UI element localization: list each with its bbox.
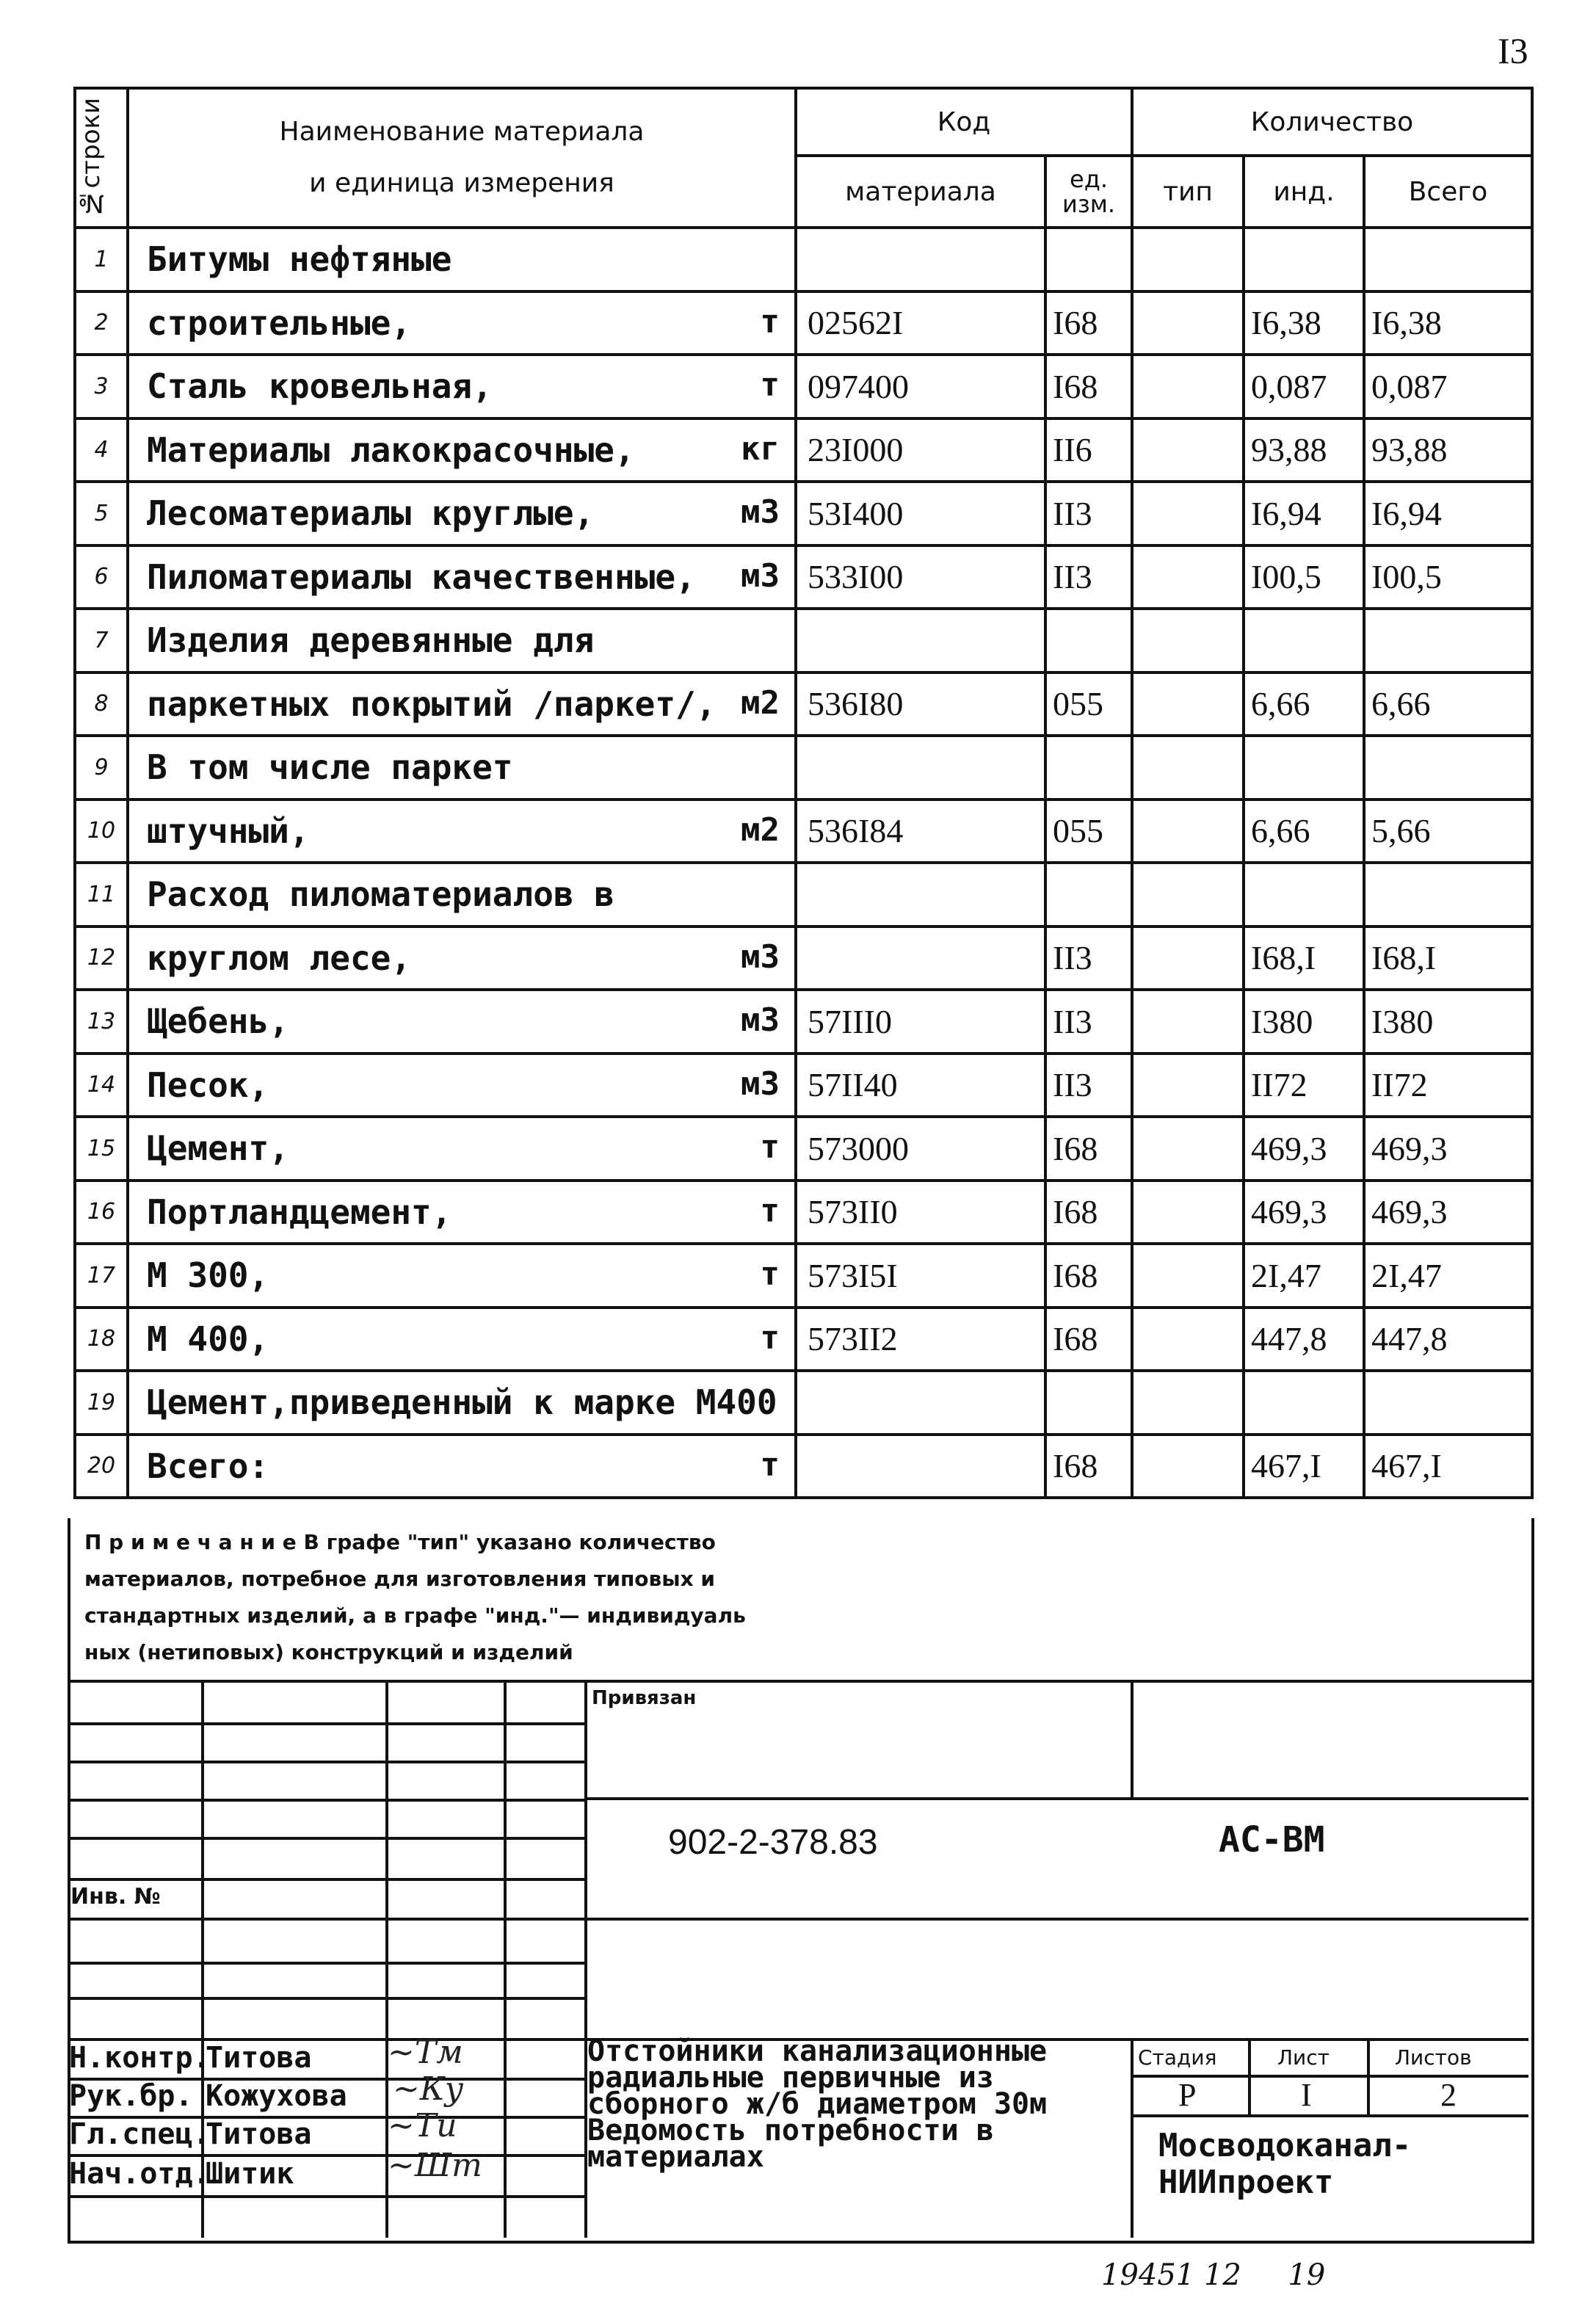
material-name: Битумы нефтяные <box>128 228 796 291</box>
table-row <box>75 545 1532 609</box>
unit-code: II3 <box>1045 927 1132 990</box>
qty-type <box>1132 418 1244 482</box>
qty-total: II72 <box>1364 1054 1532 1117</box>
material-code: 536I80 <box>796 672 1045 736</box>
material-code: 097400 <box>796 355 1045 418</box>
qty-total: 447,8 <box>1364 1308 1532 1371</box>
unit-code: I68 <box>1045 291 1132 355</box>
unit-code: II6 <box>1045 418 1132 482</box>
material-name: Сталь кровельная, т <box>128 355 796 418</box>
note <box>84 1524 965 1671</box>
material-name: Материалы лакокрасочные, кг <box>128 418 796 482</box>
material-name: строительные, т <box>128 291 796 355</box>
unit-code <box>1045 1371 1132 1435</box>
qty-total <box>1364 228 1532 291</box>
code-unit-header: ед. изм. <box>1045 156 1132 228</box>
unit-code: I68 <box>1045 355 1132 418</box>
role-label: Н.контр. <box>69 2041 211 2075</box>
qty-ind <box>1244 228 1364 291</box>
qty-ind: I6,94 <box>1244 482 1364 545</box>
material-name: штучный, м2 <box>128 800 796 863</box>
qty-type <box>1132 863 1244 927</box>
unit-code: I68 <box>1045 1435 1132 1498</box>
table-row <box>75 418 1532 482</box>
sheet-value: I <box>1301 2077 1312 2113</box>
material-code <box>796 228 1045 291</box>
qty-total <box>1364 1371 1532 1435</box>
qty-type <box>1132 800 1244 863</box>
qty-total: 93,88 <box>1364 418 1532 482</box>
row-number: 13 <box>75 990 128 1054</box>
document-code: 902-2-378.83 <box>668 1823 878 1862</box>
qty-ind: 93,88 <box>1244 418 1364 482</box>
qty-total: 469,3 <box>1364 1117 1532 1181</box>
material-unit: т <box>760 1319 780 1357</box>
row-number-header: №строки <box>75 88 128 228</box>
signature-2: ~Ку <box>393 2070 464 2108</box>
material-code: 23I000 <box>796 418 1045 482</box>
table-row <box>75 1117 1532 1181</box>
note-line: материалов, потребное для изготовления типовых и <box>84 1567 715 1591</box>
material-code: 536I84 <box>796 800 1045 863</box>
material-name: Пиломатериалы качественные, м3 <box>128 545 796 609</box>
unit-code <box>1045 736 1132 800</box>
material-unit: кг <box>741 429 780 468</box>
row-number: 18 <box>75 1308 128 1371</box>
table-row <box>75 355 1532 418</box>
unit-code: 055 <box>1045 672 1132 736</box>
material-unit: т <box>760 1255 780 1293</box>
table-row <box>75 482 1532 545</box>
material-code: 573I5I <box>796 1244 1045 1308</box>
qty-type <box>1132 1435 1244 1498</box>
material-code: 533I00 <box>796 545 1045 609</box>
material-code <box>796 927 1045 990</box>
material-code <box>796 1371 1045 1435</box>
document-mark: АС-ВМ <box>1219 1819 1325 1860</box>
materials-table <box>73 87 1534 1499</box>
qty-ind <box>1244 1371 1364 1435</box>
material-code <box>796 1435 1045 1498</box>
table-row <box>75 1308 1532 1371</box>
table-row <box>75 800 1532 863</box>
row-number: 2 <box>75 291 128 355</box>
row-number: 5 <box>75 482 128 545</box>
table-row <box>75 736 1532 800</box>
qty-type <box>1132 990 1244 1054</box>
unit-code: II3 <box>1045 482 1132 545</box>
note-line: ных (нетиповых) конструкций и изделий <box>84 1640 573 1664</box>
qty-ind: 6,66 <box>1244 800 1364 863</box>
table-row <box>75 863 1532 927</box>
material-unit: т <box>760 366 780 404</box>
quantity-header: Количество <box>1132 88 1532 156</box>
role-name: Шитик <box>206 2157 294 2191</box>
qty-type <box>1132 482 1244 545</box>
qty-total <box>1364 609 1532 672</box>
material-name: Изделия деревянные для <box>128 609 796 672</box>
organization: Мосводоканал- НИИпроект <box>1158 2127 1412 2201</box>
qty-total: I6,94 <box>1364 482 1532 545</box>
qty-type <box>1132 1054 1244 1117</box>
qty-type <box>1132 228 1244 291</box>
material-name: паркетных покрытий /паркет/, м2 <box>128 672 796 736</box>
row-number: 3 <box>75 355 128 418</box>
material-code: 02562I <box>796 291 1045 355</box>
qty-total: 6,66 <box>1364 672 1532 736</box>
signature-4: ~Шт <box>388 2147 482 2184</box>
row-number: 19 <box>75 1371 128 1435</box>
qty-total: I6,38 <box>1364 291 1532 355</box>
material-code <box>796 863 1045 927</box>
qty-ind: I380 <box>1244 990 1364 1054</box>
qty-type-header: тип <box>1132 156 1244 228</box>
material-unit: м3 <box>741 493 780 531</box>
material-code: 573II2 <box>796 1308 1045 1371</box>
qty-ind: 447,8 <box>1244 1308 1364 1371</box>
material-unit: м3 <box>741 556 780 595</box>
row-number: 9 <box>75 736 128 800</box>
sheets-label: Листов <box>1395 2045 1472 2070</box>
material-unit: т <box>760 1446 780 1484</box>
material-code: 57II40 <box>796 1054 1045 1117</box>
material-unit: м2 <box>741 811 780 849</box>
qty-type <box>1132 355 1244 418</box>
material-unit: м3 <box>741 1001 780 1039</box>
material-code: 573II0 <box>796 1181 1045 1244</box>
table-row <box>75 228 1532 291</box>
material-code: 573000 <box>796 1117 1045 1181</box>
page-number: I3 <box>1498 30 1528 71</box>
unit-code: I68 <box>1045 1244 1132 1308</box>
qty-type <box>1132 1308 1244 1371</box>
material-code: 57III0 <box>796 990 1045 1054</box>
qty-type <box>1132 927 1244 990</box>
note-line: стандартных изделий, а в графе "инд."— индивидуаль <box>84 1603 746 1628</box>
unit-code: 055 <box>1045 800 1132 863</box>
qty-ind: 6,66 <box>1244 672 1364 736</box>
qty-type <box>1132 672 1244 736</box>
table-body <box>75 228 1532 1498</box>
table-row <box>75 1435 1532 1498</box>
material-name: М 300, т <box>128 1244 796 1308</box>
material-code: 53I400 <box>796 482 1045 545</box>
table-row <box>75 1054 1532 1117</box>
row-number: 16 <box>75 1181 128 1244</box>
material-unit: м2 <box>741 684 780 722</box>
qty-total: 467,I <box>1364 1435 1532 1498</box>
signature-1: ~Тм <box>388 2034 463 2071</box>
material-unit: т <box>760 1128 780 1166</box>
material-unit: м3 <box>741 938 780 976</box>
document-title: Отстойники канализационные радиальные первичные из сборного ж/б диаметром 30м Ведомость потребности в материалах <box>587 2034 1048 2174</box>
material-name: Портландцемент, т <box>128 1181 796 1244</box>
row-number: 1 <box>75 228 128 291</box>
row-number: 11 <box>75 863 128 927</box>
table-row <box>75 927 1532 990</box>
privyazan-label: Привязан <box>592 1687 697 1709</box>
qty-total: I380 <box>1364 990 1532 1054</box>
unit-code: II3 <box>1045 990 1132 1054</box>
qty-total <box>1364 736 1532 800</box>
row-number: 15 <box>75 1117 128 1181</box>
table-row <box>75 291 1532 355</box>
row-number: 10 <box>75 800 128 863</box>
row-number: 14 <box>75 1054 128 1117</box>
material-name: М 400, т <box>128 1308 796 1371</box>
table-row <box>75 609 1532 672</box>
code-header: Код <box>796 88 1132 156</box>
qty-ind: 467,I <box>1244 1435 1364 1498</box>
material-unit: т <box>760 302 780 341</box>
inv-number-label: Инв. № <box>70 1884 161 1910</box>
qty-total: 469,3 <box>1364 1181 1532 1244</box>
table-row <box>75 1371 1532 1435</box>
unit-code: II3 <box>1045 1054 1132 1117</box>
qty-type <box>1132 736 1244 800</box>
role-label: Гл.спец. <box>69 2117 211 2151</box>
table-row <box>75 1181 1532 1244</box>
qty-type <box>1132 609 1244 672</box>
qty-type <box>1132 1181 1244 1244</box>
qty-total <box>1364 863 1532 927</box>
qty-type <box>1132 291 1244 355</box>
unit-code <box>1045 228 1132 291</box>
unit-code: I68 <box>1045 1181 1132 1244</box>
unit-code: II3 <box>1045 545 1132 609</box>
material-name: Щебень, м3 <box>128 990 796 1054</box>
material-name: Цемент,приведенный к марке М400 <box>128 1371 796 1435</box>
qty-total: I68,I <box>1364 927 1532 990</box>
material-name: Расход пиломатериалов в <box>128 863 796 927</box>
unit-code: I68 <box>1045 1117 1132 1181</box>
qty-ind: II72 <box>1244 1054 1364 1117</box>
qty-ind: 469,3 <box>1244 1181 1364 1244</box>
role-label: Рук.бр. <box>69 2079 193 2113</box>
stage-label: Стадия <box>1138 2045 1217 2070</box>
table-row <box>75 672 1532 736</box>
material-unit: м3 <box>741 1065 780 1103</box>
material-name: Лесоматериалы круглые, м3 <box>128 482 796 545</box>
row-number: 12 <box>75 927 128 990</box>
signature-3: ~Ти <box>388 2107 457 2144</box>
qty-ind <box>1244 609 1364 672</box>
qty-type <box>1132 1371 1244 1435</box>
role-name: Кожухова <box>206 2079 347 2113</box>
code-material-header: материала <box>796 156 1045 228</box>
row-number: 17 <box>75 1244 128 1308</box>
row-number: 4 <box>75 418 128 482</box>
material-name: круглом лесе, м3 <box>128 927 796 990</box>
qty-type <box>1132 1244 1244 1308</box>
role-name: Титова <box>206 2041 312 2075</box>
role-label: Нач.отд. <box>69 2157 211 2191</box>
material-code <box>796 736 1045 800</box>
qty-total: I00,5 <box>1364 545 1532 609</box>
material-name: Всего: т <box>128 1435 796 1498</box>
qty-total: 0,087 <box>1364 355 1532 418</box>
qty-ind: I00,5 <box>1244 545 1364 609</box>
note-line: П р и м е ч а н и е В графе "тип" указано количество <box>84 1530 716 1554</box>
stage-value: Р <box>1178 2077 1197 2113</box>
row-number: 6 <box>75 545 128 609</box>
material-unit: т <box>760 1192 780 1230</box>
material-code <box>796 609 1045 672</box>
material-name: В том числе паркет <box>128 736 796 800</box>
qty-ind: I68,I <box>1244 927 1364 990</box>
qty-ind: 469,3 <box>1244 1117 1364 1181</box>
table-row <box>75 990 1532 1054</box>
qty-type <box>1132 545 1244 609</box>
qty-ind: 0,087 <box>1244 355 1364 418</box>
qty-total: 2I,47 <box>1364 1244 1532 1308</box>
unit-code <box>1045 609 1132 672</box>
sheets-value: 2 <box>1440 2077 1457 2113</box>
row-number: 20 <box>75 1435 128 1498</box>
unit-code <box>1045 863 1132 927</box>
row-number: 8 <box>75 672 128 736</box>
role-name: Титова <box>206 2117 312 2151</box>
footer-code: 19451 12 19 <box>1101 2258 1326 2292</box>
qty-total: 5,66 <box>1364 800 1532 863</box>
material-name: Цемент, т <box>128 1117 796 1181</box>
row-number: 7 <box>75 609 128 672</box>
qty-ind: 2I,47 <box>1244 1244 1364 1308</box>
qty-type <box>1132 1117 1244 1181</box>
qty-ind <box>1244 736 1364 800</box>
material-name: Песок, м3 <box>128 1054 796 1117</box>
qty-ind <box>1244 863 1364 927</box>
table-row <box>75 1244 1532 1308</box>
qty-ind: I6,38 <box>1244 291 1364 355</box>
qty-total-header: Всего <box>1364 156 1532 228</box>
qty-ind-header: инд. <box>1244 156 1364 228</box>
sheet-label: Лист <box>1277 2045 1330 2070</box>
name-header: Наименование материала и единица измерения <box>128 88 796 228</box>
unit-code: I68 <box>1045 1308 1132 1371</box>
